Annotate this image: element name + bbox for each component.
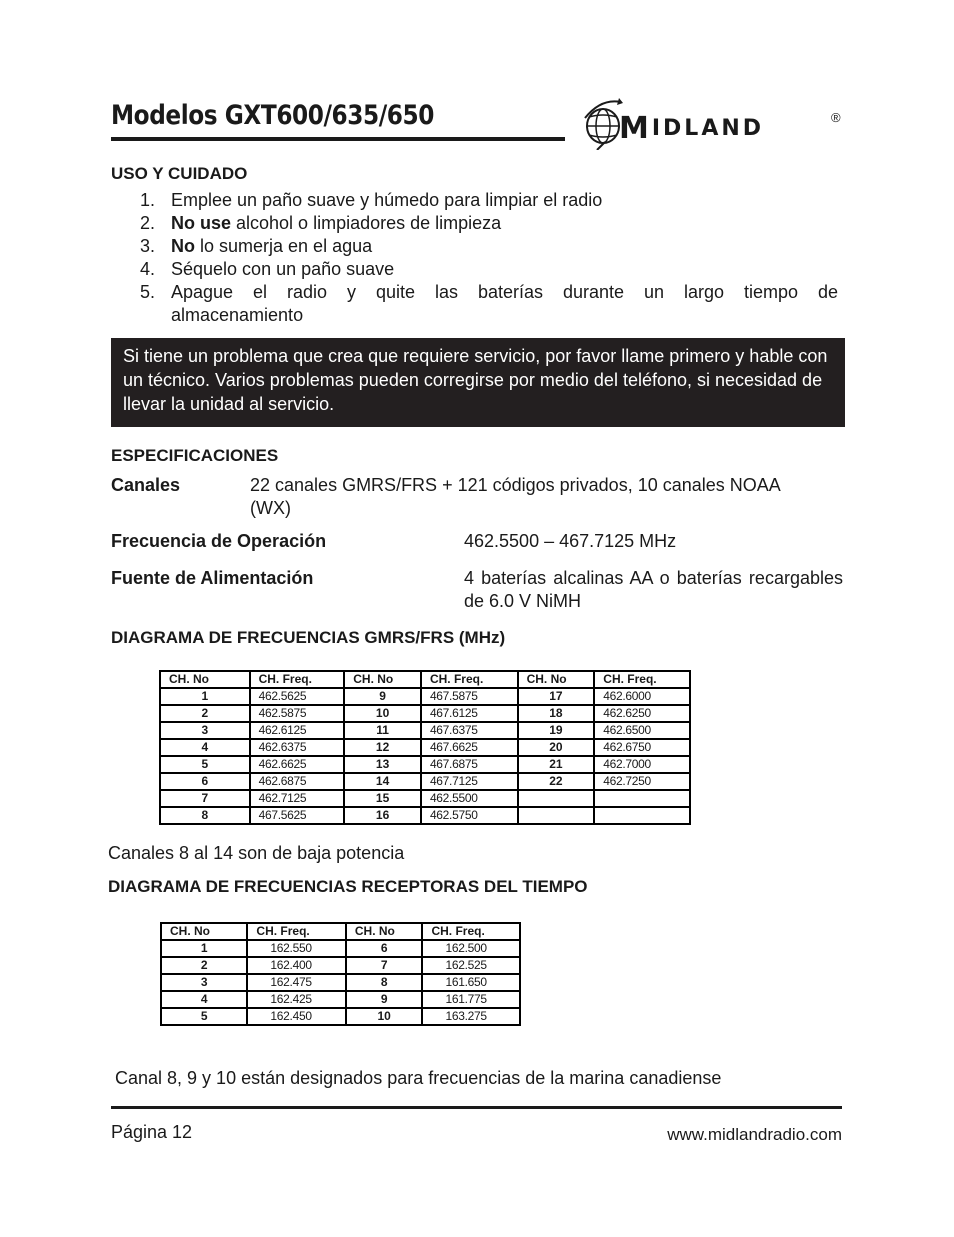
channel-number-cell: 1 bbox=[161, 940, 247, 957]
channel-number-cell: 21 bbox=[518, 756, 595, 773]
channel-number-cell: 6 bbox=[160, 773, 250, 790]
spec-power-label: Fuente de Alimentación bbox=[111, 568, 314, 588]
page-title: Modelos GXT600/635/650 bbox=[111, 100, 434, 131]
channel-number-cell: 17 bbox=[518, 688, 595, 705]
channel-frequency-cell: 467.6125 bbox=[421, 705, 518, 722]
channel-frequency-cell: 462.7125 bbox=[250, 790, 345, 807]
header-rule bbox=[111, 137, 565, 141]
channel-frequency-cell: 462.5500 bbox=[421, 790, 518, 807]
service-notice: Si tiene un problema que crea que requiere servicio, por favor llame primero y hable con un técnico. Varios problemas pueden corregirse por medio del teléfono, si necesidad de llevar la unidad al servicio. bbox=[111, 338, 845, 427]
channel-number-cell: 10 bbox=[346, 1008, 423, 1025]
channel-frequency-cell: 462.6000 bbox=[594, 688, 690, 705]
channel-frequency-cell: 467.5875 bbox=[421, 688, 518, 705]
spec-channels-value: 22 canales GMRS/FRS + 121 códigos privados, 10 canales NOAA (WX) bbox=[250, 475, 780, 518]
column-header: CH. Freq. bbox=[594, 671, 690, 688]
channel-frequency-cell: 462.6500 bbox=[594, 722, 690, 739]
channel-frequency-cell: 162.450 bbox=[247, 1008, 345, 1025]
table-row bbox=[160, 807, 690, 824]
care-steps-list bbox=[140, 189, 838, 327]
channel-frequency-cell: 462.5750 bbox=[421, 807, 518, 824]
gmrs-frequency-table bbox=[159, 670, 691, 825]
specs-heading: ESPECIFICACIONES bbox=[111, 446, 279, 465]
column-header: CH. No bbox=[161, 923, 247, 940]
logo-initial: M bbox=[619, 111, 652, 146]
channel-frequency-cell bbox=[594, 807, 690, 824]
channel-frequency-cell: 467.7125 bbox=[421, 773, 518, 790]
channel-frequency-cell: 467.6625 bbox=[421, 739, 518, 756]
channel-frequency-cell: 467.6375 bbox=[421, 722, 518, 739]
channel-number-cell: 1 bbox=[160, 688, 250, 705]
weather-heading: DIAGRAMA DE FRECUENCIAS RECEPTORAS DEL TIEMPO bbox=[108, 877, 588, 896]
channel-frequency-cell: 162.525 bbox=[422, 957, 520, 974]
channel-number-cell: 3 bbox=[161, 974, 247, 991]
channel-number-cell: 16 bbox=[344, 807, 421, 824]
table-row bbox=[161, 940, 520, 957]
channel-number-cell: 5 bbox=[161, 1008, 247, 1025]
channel-frequency-cell: 462.6625 bbox=[250, 756, 345, 773]
channel-number-cell: 22 bbox=[518, 773, 595, 790]
channel-number-cell: 2 bbox=[161, 957, 247, 974]
channel-number-cell: 15 bbox=[344, 790, 421, 807]
channel-frequency-cell: 462.5875 bbox=[250, 705, 345, 722]
channel-number-cell: 9 bbox=[344, 688, 421, 705]
channel-frequency-cell bbox=[594, 790, 690, 807]
channel-number-cell: 4 bbox=[161, 991, 247, 1008]
list-item: 3. No lo sumerja en el agua bbox=[140, 236, 373, 256]
registered-mark: ® bbox=[831, 110, 841, 125]
channel-number-cell: 19 bbox=[518, 722, 595, 739]
spec-channels-label: Canales bbox=[111, 475, 181, 495]
list-item: 4. Séquelo con un paño suave bbox=[140, 259, 395, 279]
table-row bbox=[161, 957, 520, 974]
channel-frequency-cell: 462.6250 bbox=[594, 705, 690, 722]
channel-frequency-cell: 462.6750 bbox=[594, 739, 690, 756]
channel-frequency-cell: 462.5625 bbox=[250, 688, 345, 705]
gmrs-heading: DIAGRAMA DE FRECUENCIAS GMRS/FRS (MHz) bbox=[111, 628, 506, 647]
channel-number-cell: 7 bbox=[346, 957, 423, 974]
channel-number-cell: 14 bbox=[344, 773, 421, 790]
column-header: CH. Freq. bbox=[247, 923, 345, 940]
table-row bbox=[161, 991, 520, 1008]
table-row bbox=[160, 688, 690, 705]
channel-frequency-cell: 161.650 bbox=[422, 974, 520, 991]
channel-number-cell: 18 bbox=[518, 705, 595, 722]
channel-number-cell: 7 bbox=[160, 790, 250, 807]
column-header: CH. No bbox=[518, 671, 595, 688]
list-item: 1. Emplee un paño suave y húmedo para limpiar el radio bbox=[140, 190, 603, 210]
channel-frequency-cell: 162.475 bbox=[247, 974, 345, 991]
channel-frequency-cell: 467.6875 bbox=[421, 756, 518, 773]
channel-number-cell: 6 bbox=[346, 940, 423, 957]
channel-frequency-cell: 162.500 bbox=[422, 940, 520, 957]
footer-rule bbox=[111, 1106, 842, 1109]
table-header-row bbox=[160, 671, 690, 688]
channel-frequency-cell: 467.5625 bbox=[250, 807, 345, 824]
channel-frequency-cell: 162.400 bbox=[247, 957, 345, 974]
channel-frequency-cell: 162.550 bbox=[247, 940, 345, 957]
care-heading: USO Y CUIDADO bbox=[111, 164, 248, 183]
channel-number-cell bbox=[518, 790, 595, 807]
channel-frequency-cell: 462.7000 bbox=[594, 756, 690, 773]
weather-frequency-table bbox=[160, 922, 521, 1026]
channel-number-cell: 11 bbox=[344, 722, 421, 739]
column-header: CH. Freq. bbox=[422, 923, 520, 940]
channel-number-cell: 13 bbox=[344, 756, 421, 773]
list-item: 2. No use alcohol o limpiadores de limpieza bbox=[140, 213, 502, 233]
channel-number-cell: 5 bbox=[160, 756, 250, 773]
column-header: CH. Freq. bbox=[250, 671, 345, 688]
gmrs-note: Canales 8 al 14 son de baja potencia bbox=[108, 843, 405, 863]
channel-number-cell: 9 bbox=[346, 991, 423, 1008]
table-row bbox=[160, 739, 690, 756]
table-row bbox=[161, 1008, 520, 1025]
column-header: CH. Freq. bbox=[421, 671, 518, 688]
spec-frequency-value: 462.5500 – 467.7125 MHz bbox=[464, 531, 677, 551]
column-header: CH. No bbox=[344, 671, 421, 688]
channel-number-cell bbox=[518, 807, 595, 824]
channel-number-cell: 12 bbox=[344, 739, 421, 756]
channel-number-cell: 4 bbox=[160, 739, 250, 756]
table-row bbox=[160, 756, 690, 773]
table-row bbox=[160, 790, 690, 807]
channel-frequency-cell: 462.6125 bbox=[250, 722, 345, 739]
channel-number-cell: 2 bbox=[160, 705, 250, 722]
channel-number-cell: 20 bbox=[518, 739, 595, 756]
channel-number-cell: 3 bbox=[160, 722, 250, 739]
channel-number-cell: 10 bbox=[344, 705, 421, 722]
channel-number-cell: 8 bbox=[160, 807, 250, 824]
spec-frequency-label: Frecuencia de Operación bbox=[111, 531, 327, 551]
channel-frequency-cell: 162.425 bbox=[247, 991, 345, 1008]
table-header-row bbox=[161, 923, 520, 940]
channel-frequency-cell: 462.6375 bbox=[250, 739, 345, 756]
channel-number-cell: 8 bbox=[346, 974, 423, 991]
table-row bbox=[160, 773, 690, 790]
logo-wordmark: IDLAND bbox=[651, 116, 765, 141]
column-header: CH. No bbox=[160, 671, 250, 688]
table-row bbox=[160, 722, 690, 739]
table-row bbox=[160, 705, 690, 722]
channel-frequency-cell: 161.775 bbox=[422, 991, 520, 1008]
table-row bbox=[161, 974, 520, 991]
column-header: CH. No bbox=[346, 923, 423, 940]
list-item: 5. Apague el radio y quite las baterías durante un largo tiempo de almacenamiento bbox=[140, 282, 838, 325]
weather-note: Canal 8, 9 y 10 están designados para frecuencias de la marina canadiense bbox=[115, 1068, 722, 1088]
website-url: www.midlandradio.com bbox=[667, 1125, 842, 1144]
channel-frequency-cell: 163.275 bbox=[422, 1008, 520, 1025]
spec-power-value: 4 baterías alcalinas AA o baterías recargables de 6.0 V NiMH bbox=[464, 568, 843, 611]
channel-frequency-cell: 462.6875 bbox=[250, 773, 345, 790]
channel-frequency-cell: 462.7250 bbox=[594, 773, 690, 790]
page-number: Página 12 bbox=[111, 1122, 193, 1142]
